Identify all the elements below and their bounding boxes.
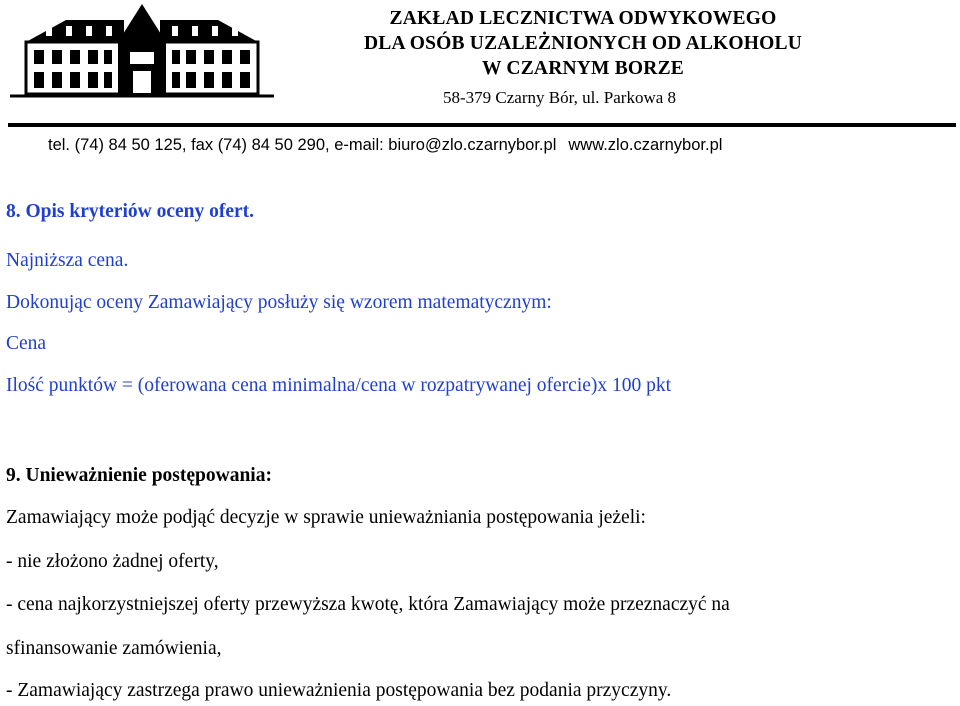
letterhead <box>0 0 960 178</box>
institution-name-line: ZAKŁAD LECZNICTWA ODWYKOWEGO <box>389 8 777 29</box>
section-9-line: - Zamawiający zastrzega prawo unieważnienia postępowania bez podania przyczyny. <box>6 680 672 701</box>
institution-name <box>300 6 866 81</box>
section-9-line: Zamawiający może podjąć decyzje w sprawie unieważniania postępowania jeżeli: <box>6 507 646 528</box>
section-8-line: Ilość punktów = (oferowana cena minimalna/cena w rozpatrywanej ofercie)x 100 pkt <box>6 375 672 396</box>
header-divider <box>8 123 956 127</box>
institution-name-line: DLA OSÓB UZALEŻNIONYCH OD ALKOHOLU <box>363 33 803 54</box>
institution-name-line: W CZARNYM BORZE <box>482 58 684 79</box>
section-9-line: - cena najkorzystniejszej oferty przewyższa kwotę, która Zamawiający może przeznaczyć na <box>6 594 730 615</box>
section-8-heading: 8. Opis kryteriów oceny ofert. <box>6 201 255 222</box>
address: 58-379 Czarny Bór, ul. Parkowa 8 <box>443 88 677 107</box>
website-link[interactable]: www.zlo.czarnybor.pl <box>568 136 723 154</box>
section-9-heading: 9. Unieważnienie postępowania: <box>6 465 272 486</box>
section-8-line: Cena <box>6 333 47 354</box>
contact-line <box>48 136 958 155</box>
section-8-line: Dokonując oceny Zamawiający posłuży się wzorem matematycznym: <box>6 292 552 313</box>
section-9-line: sfinansowanie zamówienia, <box>6 638 222 659</box>
building-logo <box>6 2 278 102</box>
section-9-line: - nie złożono żadnej oferty, <box>6 551 219 572</box>
contact-details: tel. (74) 84 50 125, fax (74) 84 50 290, e-mail: biuro@zlo.czarnybor.pl <box>48 136 557 154</box>
section-8-line: Najniższa cena. <box>6 250 129 271</box>
